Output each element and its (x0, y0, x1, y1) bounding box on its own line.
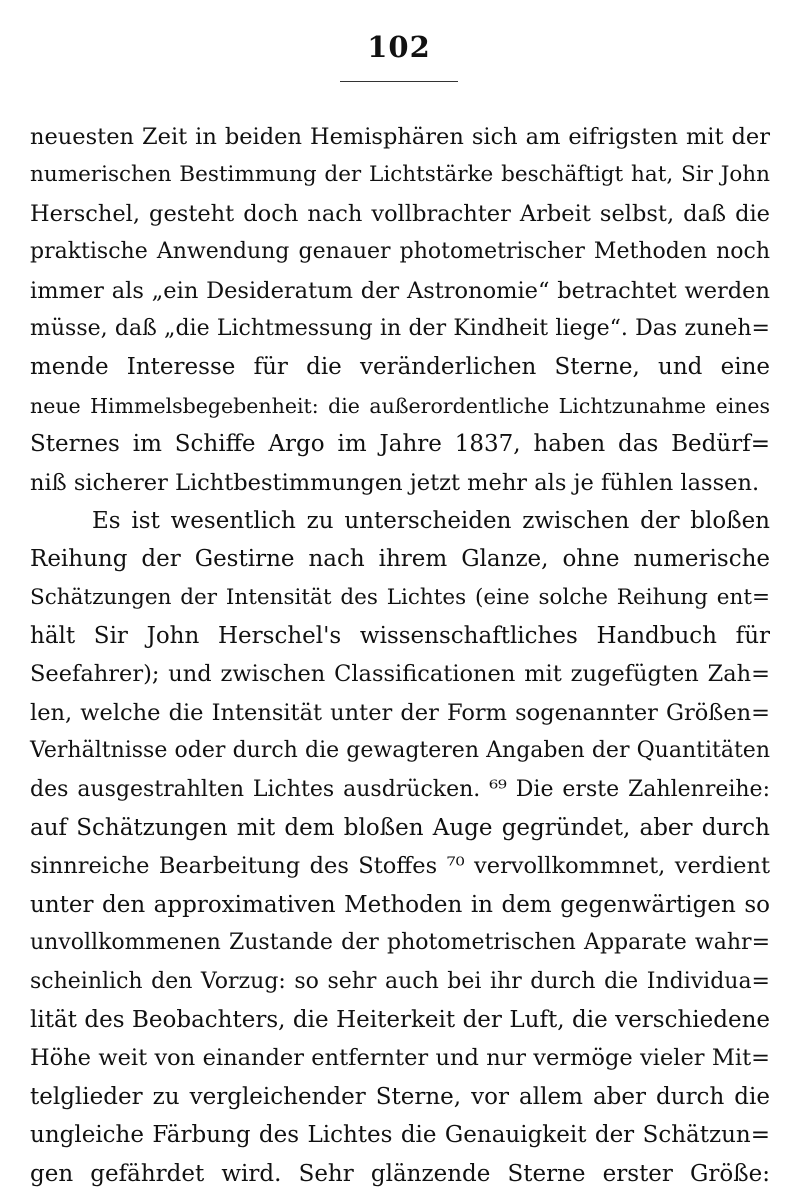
text-line: auf Schätzungen mit dem bloßen Auge gegründet, aber durch (30, 815, 770, 842)
text-line: telglieder zu vergleichender Sterne, vor allem aber durch die (30, 1083, 770, 1110)
text-line: numerischen Bestimmung der Lichtstärke beschäftigt hat, Sir John (30, 162, 770, 188)
body-text (30, 118, 770, 1193)
text-line: des ausgestrahlten Lichtes ausdrücken. ⁶⁹ Die erste Zahlenreihe: (30, 776, 770, 802)
text-line: gen gefährdet wird. Sehr glänzende Sterne erster Größe: (30, 1160, 770, 1187)
text-line: niß sicherer Lichtbestimmungen jetzt mehr als je fühlen lassen. (30, 469, 760, 496)
text-line: hält Sir John Herschel's wissenschaftliches Handbuch für (30, 623, 770, 650)
text-line: neuesten Zeit in beiden Hemisphären sich am eifrigsten mit der (30, 124, 770, 150)
text-line: neue Himmelsbegebenheit: die außerordentliche Lichtzunahme eines (30, 393, 770, 418)
text-line: Seefahrer); und zwischen Classificationen mit zugefügten Zah= (30, 661, 770, 688)
text-line: Herschel, gesteht doch nach vollbrachter Arbeit selbst, daß die (30, 200, 770, 227)
text-line: unvollkommenen Zustande der photometrischen Apparate wahr= (30, 930, 770, 956)
page-number: 102 (367, 30, 431, 64)
text-line: lität des Beobachters, die Heiterkeit der Luft, die verschiedene (30, 1006, 770, 1033)
text-line: Verhältnisse oder durch die gewagteren Angaben der Quantitäten (30, 738, 770, 764)
text-line: Schätzungen der Intensität des Lichtes (eine solche Reihung ent= (30, 584, 770, 610)
text-line: unter den approximativen Methoden in dem gegenwärtigen so (30, 891, 770, 918)
text-line: müsse, daß „die Lichtmessung in der Kindheit liege“. Das zuneh= (30, 315, 770, 341)
text-line: scheinlich den Vorzug: so sehr auch bei ihr durch die Individua= (30, 968, 770, 994)
text-line: len, welche die Intensität unter der Form sogenannter Größen= (30, 699, 770, 726)
text-line: Reihung der Gestirne nach ihrem Glanze, ohne numerische (30, 546, 770, 573)
text-line: ungleiche Färbung des Lichtes die Genauigkeit der Schätzun= (30, 1122, 770, 1149)
paragraph-start-line: Es ist wesentlich zu unterscheiden zwischen der bloßen (92, 507, 770, 534)
text-line: Höhe weit von einander entfernter und nur vermöge vieler Mit= (30, 1045, 770, 1072)
text-line: Sternes im Schiffe Argo im Jahre 1837, haben das Bedürf= (30, 431, 770, 458)
header-rule (340, 81, 458, 82)
text-line: sinnreiche Bearbeitung des Stoffes ⁷⁰ vervollkommnet, verdient (30, 853, 770, 880)
text-line: immer als „ein Desideratum der Astronomie“ betrachtet werden (30, 277, 770, 304)
text-line: praktische Anwendung genauer photometrischer Methoden noch (30, 239, 770, 265)
text-line: mende Interesse für die veränderlichen Sterne, und eine (30, 354, 770, 381)
